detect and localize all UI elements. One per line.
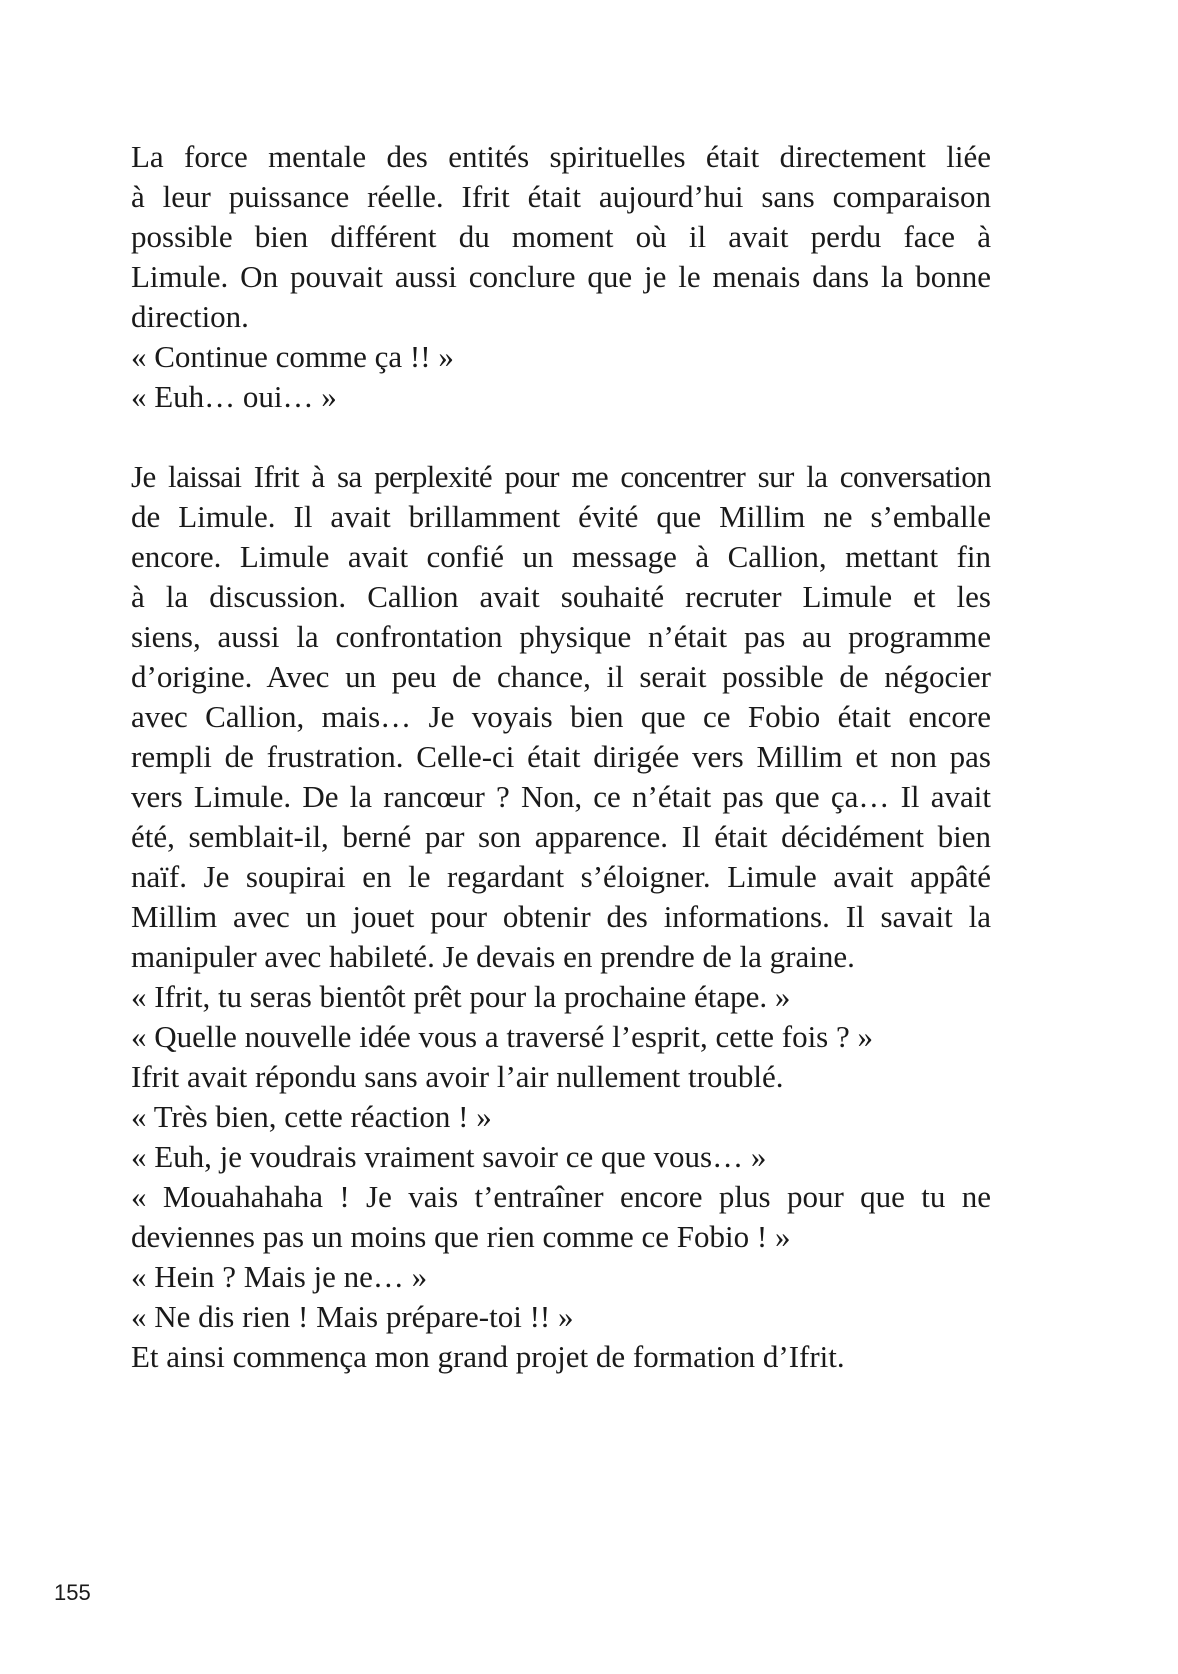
text-line: siens, aussi la confrontation physique n’était pas au programme [131, 619, 991, 654]
text-line: rempli de frustration. Celle-ci était dirigée vers Millim et non pas [131, 739, 991, 774]
text-line: direction. [131, 299, 249, 334]
dialogue-line: « Ifrit, tu seras bientôt prêt pour la prochaine étape. » [131, 979, 791, 1014]
dialogue-line: « Ne dis rien ! Mais prépare-toi !! » [131, 1299, 574, 1334]
dialogue-line: « Très bien, cette réaction ! » [131, 1099, 492, 1134]
text-line: été, semblait-il, berné par son apparence. Il était décidément bien [131, 819, 991, 854]
text-line: d’origine. Avec un peu de chance, il serait possible de négocier [131, 659, 991, 694]
text-line: Je laissai Ifrit à sa perplexité pour me concentrer sur la conversation [131, 459, 991, 494]
dialogue-line: « Hein ? Mais je ne… » [131, 1259, 428, 1294]
text-line: à leur puissance réelle. Ifrit était aujourd’hui sans comparaison [131, 179, 991, 214]
text-line: Ifrit avait répondu sans avoir l’air nullement troublé. [131, 1059, 784, 1094]
text-line: Et ainsi commença mon grand projet de formation d’Ifrit. [131, 1339, 845, 1374]
text-line: Millim avec un jouet pour obtenir des informations. Il savait la [131, 899, 991, 934]
page-number: 155 [54, 1580, 91, 1605]
dialogue-line: « Continue comme ça !! » [131, 339, 454, 374]
text-line: à la discussion. Callion avait souhaité recruter Limule et les [131, 579, 991, 614]
text-line: avec Callion, mais… Je voyais bien que ce Fobio était encore [131, 699, 991, 734]
text-line: Limule. On pouvait aussi conclure que je le menais dans la bonne [131, 259, 991, 294]
text-line: La force mentale des entités spirituelles était directement liée [131, 139, 991, 174]
text-line: possible bien différent du moment où il avait perdu face à [131, 219, 991, 254]
text-line: encore. Limule avait confié un message à Callion, mettant fin [131, 539, 991, 574]
text-line: naïf. Je soupirai en le regardant s’éloigner. Limule avait appâté [131, 859, 991, 894]
dialogue-line: « Euh, je voudrais vraiment savoir ce que vous… » [131, 1139, 767, 1174]
dialogue-line: deviennes pas un moins que rien comme ce Fobio ! » [131, 1219, 791, 1254]
dialogue-line: « Mouahahaha ! Je vais t’entraîner encore plus pour que tu ne [131, 1179, 991, 1214]
body-text [131, 137, 991, 1377]
dialogue-line: « Euh… oui… » [131, 379, 337, 414]
dialogue-line: « Quelle nouvelle idée vous a traversé l’esprit, cette fois ? » [131, 1019, 874, 1054]
paragraph-break [131, 417, 991, 457]
text-line: vers Limule. De la rancœur ? Non, ce n’était pas que ça… Il avait [131, 779, 991, 814]
text-line: de Limule. Il avait brillamment évité que Millim ne s’emballe [131, 499, 991, 534]
text-line: manipuler avec habileté. Je devais en prendre de la graine. [131, 939, 855, 974]
